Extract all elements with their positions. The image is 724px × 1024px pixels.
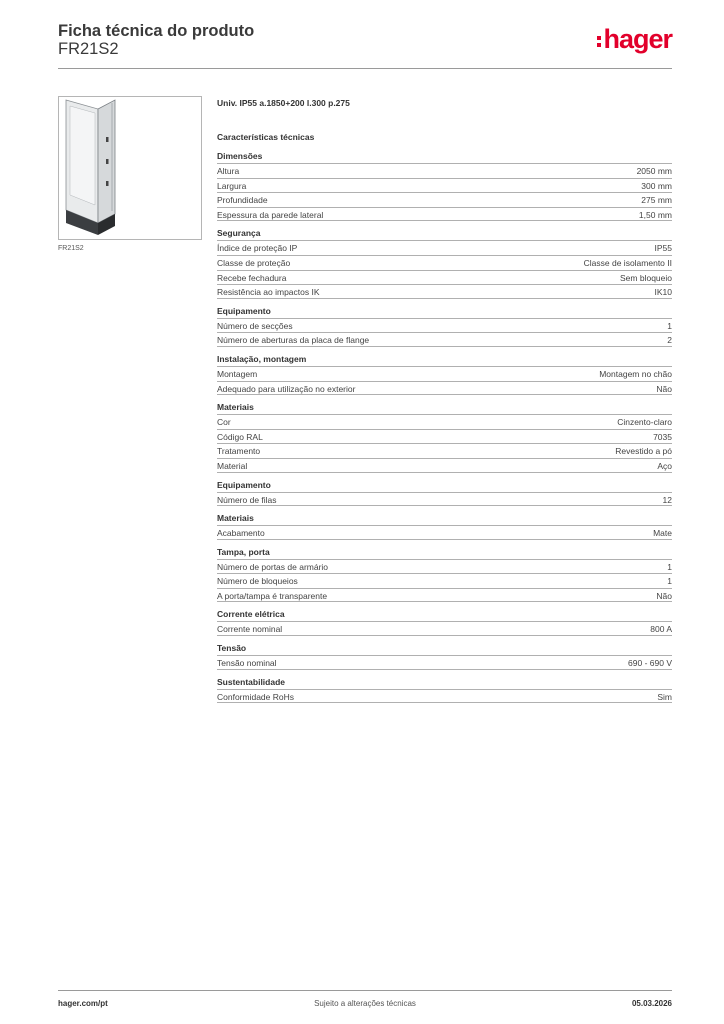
- page-footer: [58, 990, 672, 1015]
- spec-section: [217, 512, 672, 540]
- spec-rows: [217, 318, 672, 347]
- product-image: [58, 96, 202, 240]
- product-image-caption: FR21S2: [58, 245, 84, 252]
- spec-label: Acabamento: [217, 528, 265, 539]
- spec-section: [217, 608, 672, 636]
- cabinet-illustration: [59, 97, 201, 239]
- spec-label: Adequado para utilização no exterior: [217, 383, 356, 394]
- spec-row: [217, 255, 672, 270]
- spec-value: 800 A: [650, 624, 672, 635]
- spec-label: Profundidade: [217, 195, 268, 206]
- spec-row: [217, 163, 672, 178]
- spec-row: [217, 270, 672, 285]
- footer-notice: Sujeito a alterações técnicas: [314, 999, 416, 1008]
- spec-label: Altura: [217, 166, 240, 176]
- spec-label: Número de filas: [217, 494, 277, 505]
- spec-row: [217, 207, 672, 222]
- spec-row: [217, 655, 672, 670]
- spec-value: Sem bloqueio: [620, 272, 672, 283]
- page-title: Ficha técnica do produto: [58, 22, 255, 40]
- spec-rows: [217, 655, 672, 670]
- spec-value: Não: [656, 590, 672, 601]
- spec-label: Índice de proteção IP: [217, 243, 298, 254]
- spec-value: Aço: [657, 460, 672, 471]
- logo-wordmark: hager: [603, 23, 672, 54]
- spec-heading: Características técnicas: [217, 132, 315, 142]
- spec-row: [217, 318, 672, 333]
- spec-value: IP55: [654, 243, 672, 254]
- spec-value: 7035: [653, 431, 672, 442]
- spec-label: Número de portas de armário: [217, 561, 329, 572]
- spec-value: IK10: [654, 287, 672, 298]
- section-title: Instalação, montagem: [217, 353, 307, 364]
- spec-value: Mate: [653, 528, 672, 539]
- spec-sections: [217, 150, 672, 703]
- spec-row: [217, 414, 672, 429]
- spec-label: Material: [217, 460, 248, 471]
- spec-rows: [217, 163, 672, 221]
- product-name: Univ. IP55 a.1850+200 l.300 p.275: [217, 98, 350, 108]
- section-title: Tensão: [217, 643, 247, 654]
- spec-label: Conformidade RoHs: [217, 691, 295, 702]
- spec-rows: [217, 559, 672, 603]
- spec-value: 275 mm: [641, 195, 672, 206]
- hager-logo: [597, 24, 672, 54]
- page-header: [58, 20, 672, 69]
- spec-row: [217, 443, 672, 458]
- spec-value: 2: [667, 335, 672, 346]
- spec-label: Número de aberturas da placa de flange: [217, 335, 370, 346]
- spec-label: Tensão nominal: [217, 658, 277, 669]
- section-title: Materiais: [217, 513, 254, 524]
- spec-row: [217, 689, 672, 704]
- spec-section: [217, 546, 672, 603]
- section-title: Materiais: [217, 402, 254, 413]
- spec-value: 1: [667, 320, 672, 331]
- spec-rows: [217, 414, 672, 472]
- spec-section: [217, 227, 672, 298]
- spec-row: [217, 284, 672, 299]
- spec-label: A porta/tampa é transparente: [217, 590, 328, 601]
- section-title: Sustentabilidade: [217, 676, 286, 687]
- section-title: Equipamento: [217, 305, 271, 316]
- section-title: Dimensões: [217, 151, 263, 161]
- spec-value: 12: [662, 494, 672, 505]
- spec-row: [217, 525, 672, 540]
- spec-row: [217, 621, 672, 636]
- spec-rows: [217, 621, 672, 636]
- spec-row: [217, 381, 672, 396]
- spec-label: Classe de proteção: [217, 257, 291, 268]
- spec-value: 1: [667, 561, 672, 572]
- spec-rows: [217, 689, 672, 704]
- spec-value: 300 mm: [641, 180, 672, 191]
- spec-row: [217, 588, 672, 603]
- spec-value: 690 - 690 V: [628, 658, 672, 669]
- footer-website: hager.com/pt: [58, 999, 108, 1008]
- spec-rows: [217, 525, 672, 540]
- spec-rows: [217, 366, 672, 395]
- spec-value: Montagem no chão: [599, 368, 672, 379]
- spec-row: [217, 192, 672, 207]
- spec-content: [217, 96, 672, 703]
- spec-label: Montagem: [217, 368, 258, 379]
- section-title: Tampa, porta: [217, 546, 270, 557]
- spec-value: 1: [667, 576, 672, 587]
- spec-value: 2050 mm: [636, 166, 672, 176]
- spec-value: Classe de isolamento II: [583, 257, 672, 268]
- spec-label: Código RAL: [217, 431, 263, 442]
- spec-row: [217, 178, 672, 193]
- spec-label: Recebe fechadura: [217, 272, 287, 283]
- spec-value: Sim: [657, 691, 672, 702]
- section-title: Segurança: [217, 228, 261, 239]
- spec-rows: [217, 240, 672, 298]
- section-title: Equipamento: [217, 479, 271, 490]
- spec-section: [217, 676, 672, 704]
- spec-section: [217, 353, 672, 395]
- spec-section: [217, 401, 672, 472]
- spec-label: Tratamento: [217, 446, 261, 457]
- spec-row: [217, 559, 672, 574]
- footer-date: 05.03.2026: [631, 999, 672, 1008]
- spec-value: Cinzento-claro: [617, 417, 672, 428]
- spec-value: Revestido a pó: [615, 446, 672, 457]
- section-title: Corrente elétrica: [217, 609, 285, 620]
- spec-label: Número de bloqueios: [217, 576, 298, 587]
- spec-section: [217, 150, 672, 221]
- spec-label: Largura: [217, 180, 247, 191]
- product-code: FR21S2: [58, 40, 119, 58]
- logo-dots-icon: [597, 36, 601, 47]
- spec-row: [217, 366, 672, 381]
- spec-section: [217, 479, 672, 507]
- spec-row: [217, 240, 672, 255]
- spec-label: Espessura da parede lateral: [217, 209, 324, 220]
- spec-row: [217, 458, 672, 473]
- spec-row: [217, 332, 672, 347]
- spec-section: [217, 642, 672, 670]
- spec-rows: [217, 492, 672, 507]
- spec-label: Cor: [217, 417, 231, 428]
- spec-label: Corrente nominal: [217, 624, 283, 635]
- spec-row: [217, 573, 672, 588]
- spec-value: 1,50 mm: [638, 209, 672, 220]
- spec-row: [217, 429, 672, 444]
- spec-label: Resistência ao impactos IK: [217, 287, 320, 298]
- spec-label: Número de secções: [217, 320, 293, 331]
- spec-row: [217, 492, 672, 507]
- spec-section: [217, 305, 672, 347]
- spec-value: Não: [656, 383, 672, 394]
